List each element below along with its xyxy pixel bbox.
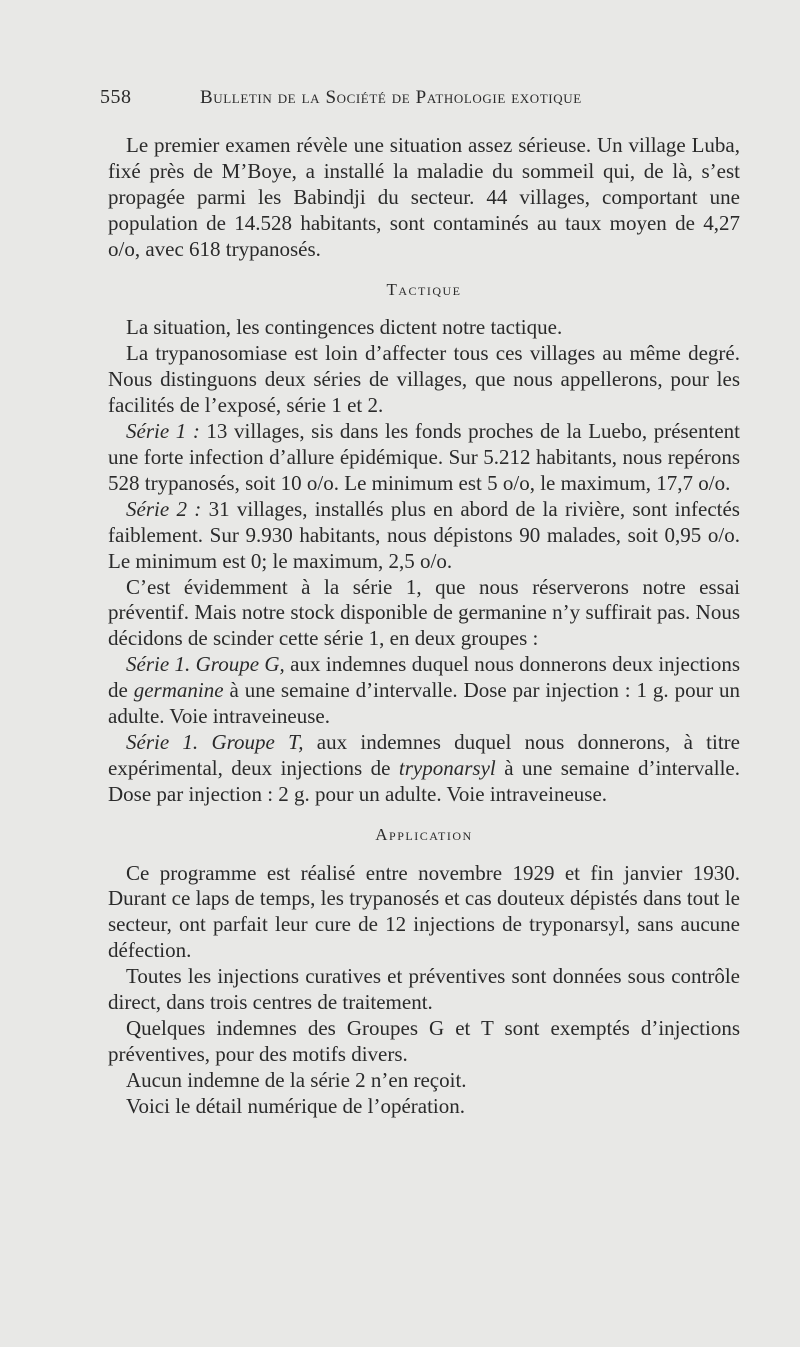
paragraph-groupe-g	[108, 652, 740, 730]
paragraph-serie-2	[108, 497, 740, 575]
page-number: 558	[100, 86, 132, 108]
paragraph-application-5: Voici le détail numérique de l’opération.	[126, 1093, 466, 1118]
running-title: Bulletin de la Société de Pathologie exotique	[200, 87, 582, 108]
groupe-t-label: Série 1. Groupe T,	[126, 729, 304, 754]
groupe-g-text-1: aux indemnes duquel nous donnerons deux injections de	[108, 652, 740, 703]
page-header	[100, 86, 740, 116]
paragraph-application-1: Ce programme est réalisé entre novembre 1929 et fin janvier 1930. Durant ce laps de temps, les trypanosés et cas douteux dépistés dans tout le secteur, ont parfait leur cure de 12 injections de tryponarsyl, sans aucune défection.	[108, 860, 740, 963]
groupe-t-drug: tryponarsyl	[398, 755, 496, 780]
paragraph-intro: Le premier examen révèle une situation assez sérieuse. Un village Luba, fixé près de M’Boye, a installé la maladie du sommeil qui, de là, s’est propagée parmi les Babindji du secteur. 44 villages, comportant une population de 14.528 habitants, sont contaminés au taux moyen de 4,27 o/o, avec 618 trypanosés.	[108, 133, 740, 261]
paragraph-tactique-2: La trypanosomiase est loin d’affecter tous ces villages au même degré. Nous distinguons deux séries de villages, que nous appellerons, pour les facilités de l’exposé, série 1 et 2.	[108, 341, 740, 418]
paragraph-tactique-1: La situation, les contingences dictent notre tactique.	[126, 315, 563, 340]
groupe-g-text-2: à une semaine d’intervalle. Dose par injection : 1 g. pour un adulte. Voie intraveineuse.	[108, 678, 740, 729]
paragraph-tactique-5: C’est évidemment à la série 1, que nous réserverons notre essai préventif. Mais notre stock disponible de germanine n’y suffirait pas. Nous décidons de scinder cette série 1, en deux groupes :	[108, 574, 740, 651]
paragraph-application-4: Aucun indemne de la série 2 n’en reçoit.	[126, 1067, 467, 1092]
groupe-g-drug: germanine	[133, 678, 224, 703]
body-text	[108, 133, 740, 1120]
serie-1-label: Série 1 :	[126, 419, 200, 444]
groupe-t-text-2: à une semaine d’intervalle. Dose par injection : 2 g. pour un adulte. Voie intraveineuse.	[108, 755, 740, 806]
section-heading-application: Application	[375, 824, 473, 844]
groupe-t-text-1: aux indemnes duquel nous donnerons, à titre expérimental, deux injections de	[108, 729, 740, 780]
paragraph-application-3: Quelques indemnes des Groupes G et T sont exemptés d’injections préventives, pour des motifs divers.	[108, 1016, 740, 1066]
paragraph-application-2: Toutes les injections curatives et préventives sont données sous contrôle direct, dans trois centres de traitement.	[108, 964, 740, 1015]
paragraph-groupe-t	[108, 730, 740, 808]
groupe-g-label: Série 1. Groupe G,	[126, 652, 285, 677]
section-heading-tactique: Tactique	[386, 279, 462, 299]
serie-2-text: 31 villages, installés plus en abord de la rivière, sont infectés faiblement. Sur 9.930 habitants, nous dépistons 90 malades, soit 0,95 o/o. Le minimum est 0; le maximum, 2,5 o/o.	[108, 496, 740, 573]
paragraph-serie-1	[108, 419, 740, 497]
serie-2-label: Série 2 :	[126, 496, 202, 521]
serie-1-text: 13 villages, sis dans les fonds proches de la Luebo, présentent une forte infection d’allure épidémique. Sur 5.212 habitants, nous repérons 528 trypanosés, soit 10 o/o. Le minimum est 5 o/o, le maximum, 17,7 o/o.	[108, 419, 740, 495]
